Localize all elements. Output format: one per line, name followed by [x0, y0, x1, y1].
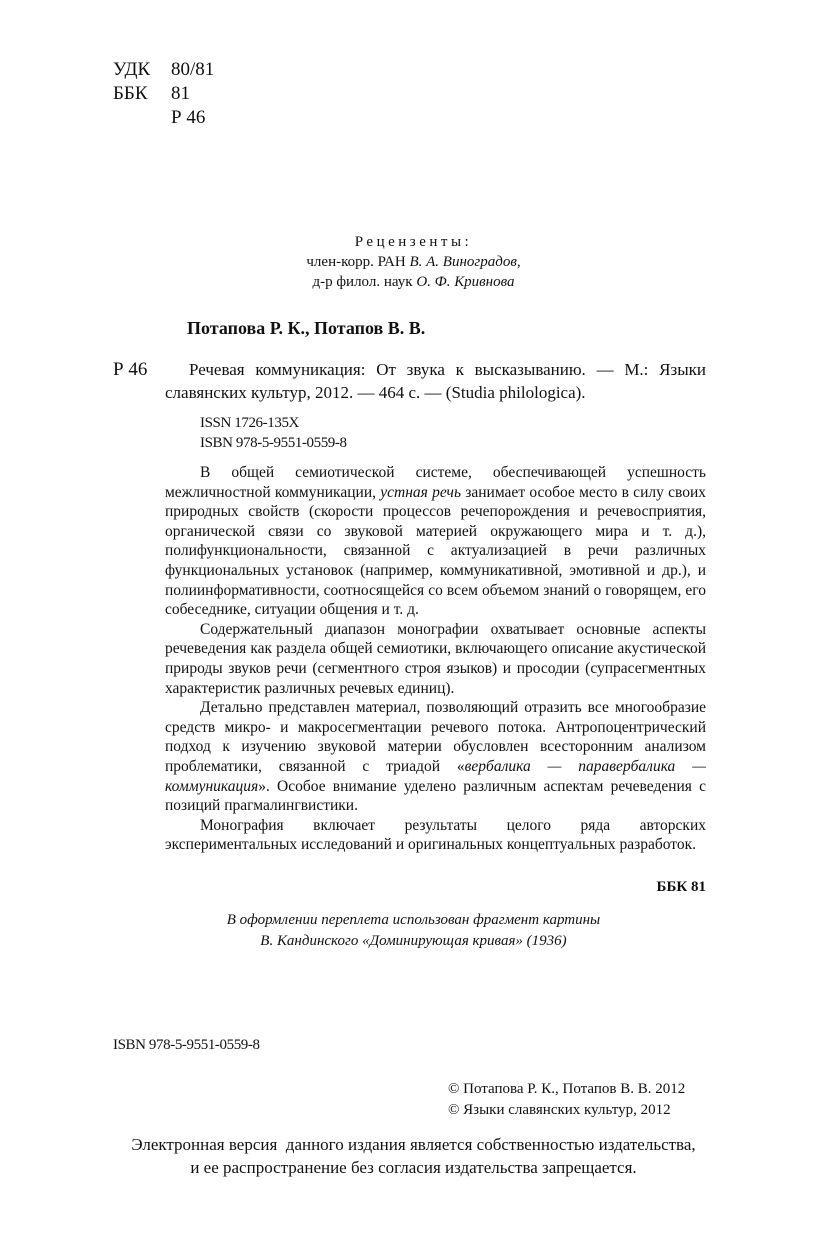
reviewers-block — [0, 232, 827, 292]
cover-note-line-1: В оформлении переплета использован фрагмент картины — [226, 912, 601, 928]
abstract — [165, 463, 706, 855]
bbk-label: ББК — [113, 83, 148, 104]
abstract-paragraph-2: Содержательный диапазон монографии охватывает основные аспекты речеведения как раздела общей семиотики, включающего описание акустической природы звуков речи (сегментного строя языков) и просодии (супрасегментных характеристик различных речевых единиц). — [165, 620, 706, 697]
abstract-p3-text-b: ». Особое внимание уделено различным аспектам речеведения с позиций прагмалингвистики. — [165, 777, 706, 815]
reviewers-heading: Рецензенты: — [354, 234, 473, 250]
copyright-publisher: © Языки славянских культур, 2012 — [448, 1102, 671, 1118]
abstract-p1-italic: устная речь — [380, 483, 461, 501]
bbk-footer: ББК 81 — [656, 879, 706, 895]
abstract-p1-text-a: В общей семиотической системе, обеспечивающей успешность межличностной коммуникации, — [165, 464, 706, 501]
abstract-paragraph-4: Монография включает результаты целого ряда авторских экспериментальных исследований и оригинальных концептуальных разработок. — [165, 816, 706, 854]
reviewer-2-name: О. Ф. Кривнова — [416, 274, 515, 290]
reviewer-1 — [0, 252, 827, 272]
abstract-p1-text-b: занимает особое место в силу своих природных свойств (скорости процессов речепорождения и речевосприятия, органической связи со звуковой материей окружающего мира и т. д.), полифункциональности, связанной с актуализацией в речи различных функциональных установок (например, коммуникативной, эмотивной и др.), и полиинформативности, соотносящейся со всем объемом знаний о говорящем, его собеседнике, ситуации общения и т. д. — [165, 483, 706, 619]
reviewer-1-name: В. А. Виноградов — [409, 254, 517, 270]
isbn-block — [200, 413, 347, 453]
isbn-bottom: ISBN 978-5-9551-0559-8 — [113, 1037, 260, 1053]
cover-note-line-2: В. Кандинского «Доминирующая кривая» (1936) — [260, 933, 567, 949]
cover-note — [0, 910, 827, 952]
abstract-p3-italic: вербалика — паравербалика — коммуникация — [165, 757, 706, 795]
notice-line-1: Электронная версия данного издания является собственностью издательства, — [131, 1135, 696, 1154]
udk-label: УДК — [113, 59, 151, 80]
udk-value: 80/81 — [171, 59, 215, 80]
bbk-line — [113, 82, 190, 106]
isbn: ISBN 978-5-9551-0559-8 — [200, 435, 347, 451]
udk-line — [113, 58, 214, 82]
abstract-paragraph-1 — [165, 463, 706, 620]
abstract-paragraph-3 — [165, 698, 706, 816]
bibliographic-code: Р 46 — [113, 359, 148, 380]
reviewer-1-title: член-корр. РАН — [306, 254, 410, 270]
author-mark: Р 46 — [171, 107, 206, 128]
authors-heading: Потапова Р. К., Потапов В. В. — [187, 318, 426, 338]
electronic-notice — [0, 1133, 827, 1179]
copyright-authors: © Потапова Р. К., Потапов В. В. 2012 — [448, 1081, 686, 1097]
issn: ISSN 1726-135X — [200, 415, 299, 431]
reviewer-2-title: д-р филол. наук — [312, 274, 417, 290]
abstract-p3-text-a: Детально представлен материал, позволяющий отразить все многообразие средств микро- и макросегментации речевого потока. Антропоцентрический подход к изучению звуковой материи обусловлен всесторонним анализом проблематики, связанной с триадой « — [165, 699, 706, 775]
notice-line-2: и ее распространение без согласия издательства запрещается. — [190, 1158, 637, 1177]
bibliographic-description: Речевая коммуникация: От звука к высказыванию. — М.: Языки славянских культур, 2012. — 464 с. — (Studia philologica). — [165, 360, 706, 402]
reviewer-1-suffix: , — [516, 254, 521, 270]
reviewer-2 — [0, 272, 827, 292]
copyright — [448, 1079, 685, 1121]
bbk-value: 81 — [171, 83, 190, 104]
